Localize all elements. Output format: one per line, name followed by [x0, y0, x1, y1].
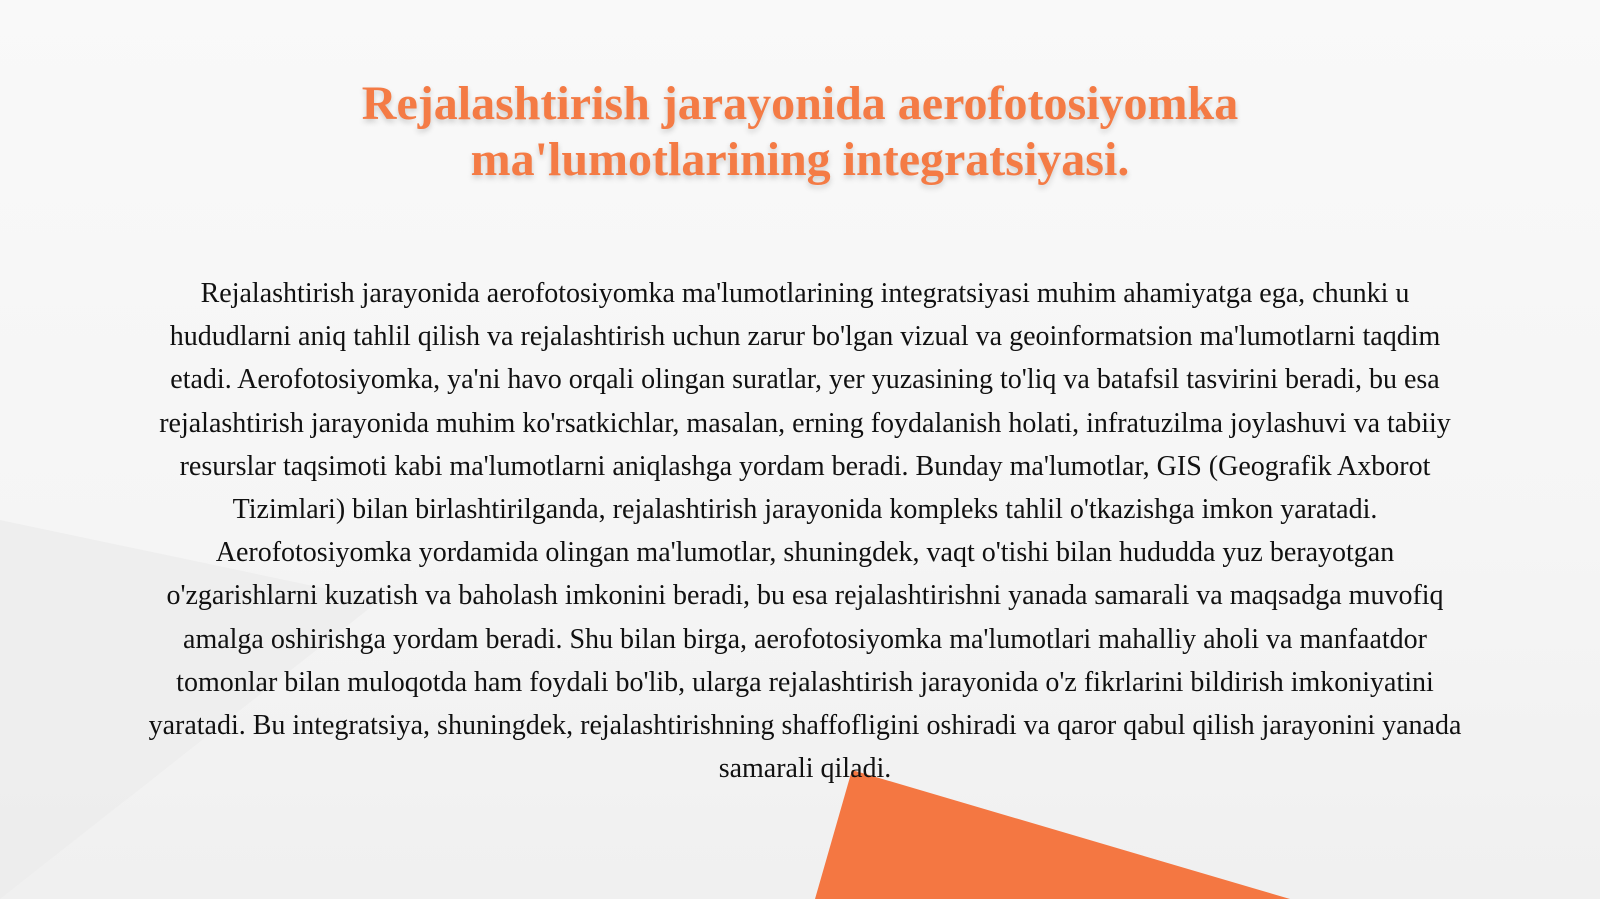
- slide-body-text: Rejalashtirish jarayonida aerofotosiyomka ma'lumotlarining integratsiyasi muhim ahamiyatga ega, chunki u hududlarni aniq tahlil qilish va rejalashtirish uchun zarur bo'lgan vizual va geoinformatsion ma'lumotlarni taqdim etadi. Aerofotosiyomka, ya'ni havo orqali olingan suratlar, yer yuzasining to'liq va batafsil tasvirini beradi, bu esa rejalashtirish jarayonida muhim ko'rsatkichlar, masalan, erning foydalanish holati, infratuzilma joylashuvi va tabiiy resurslar taqsimoti kabi ma'lumotlarni aniqlashga yordam beradi. Bunday ma'lumotlar, GIS (Geografik Axborot Tizimlari) bilan birlashtirilganda, rejalashtirish jarayonida kompleks tahlil o'tkazishga imkon yaratadi. Aerofotosiyomka yordamida olingan ma'lumotlar, shuningdek, vaqt o'tishi bilan hududda yuz berayotgan o'zgarishlarni kuzatish va baholash imkonini beradi, bu esa rejalashtirishni yanada samarali va maqsadga muvofiq amalga oshirishga yordam beradi. Shu bilan birga, aerofotosiyomka ma'lumotlari mahalliy aholi va manfaatdor tomonlar bilan muloqotda ham foydali bo'lib, ularga rejalashtirish jarayonida o'z fikrlarini bildirish imkoniyatini yaratadi. Bu integratsiya, shuningdek, rejalashtirishning shaffofligini oshiradi va qaror qabul qilish jarayonini yanada samarali qiladi.: [148, 278, 1462, 785]
- slide-title: Rejalashtirish jarayonida aerofotosiyomka ma'lumotlarining integratsiyasi.: [361, 77, 1239, 186]
